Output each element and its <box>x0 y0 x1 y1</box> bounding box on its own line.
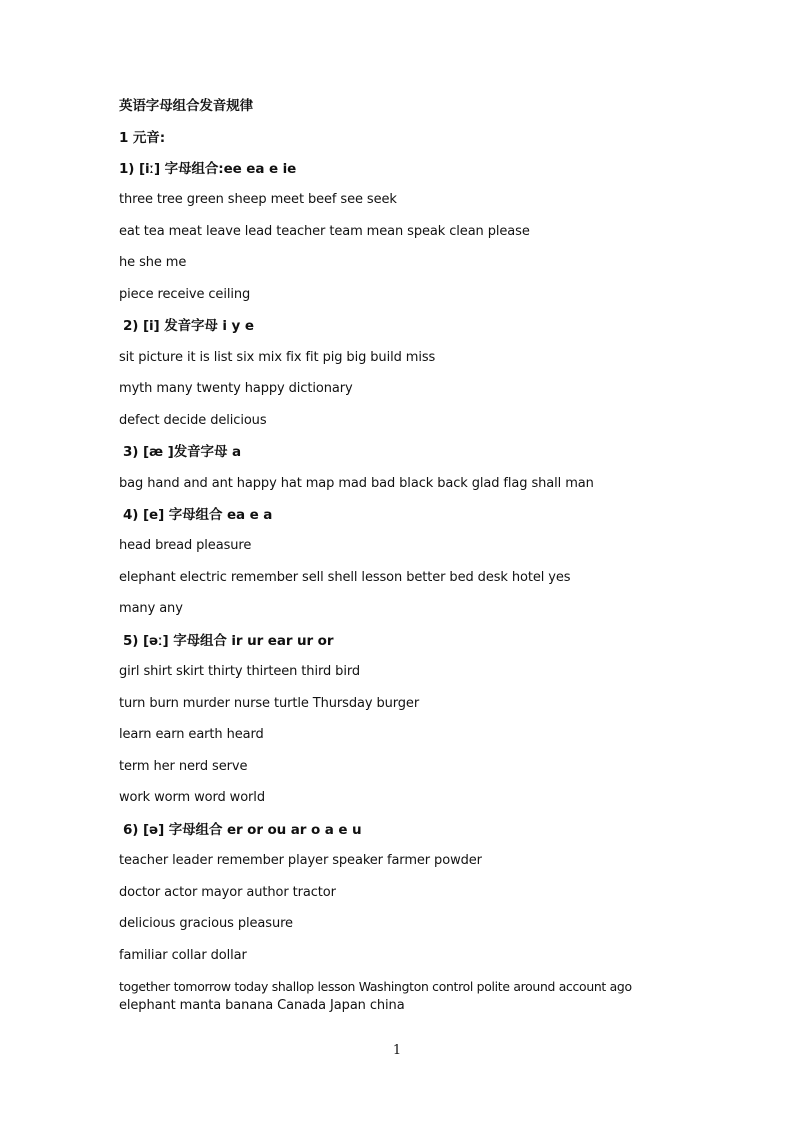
section-heading: 1 元音: <box>119 130 165 146</box>
vowel-heading-4: 4) [e] 字母组合 ea e a <box>123 507 273 523</box>
example-line: work worm word world <box>119 790 265 805</box>
example-line: doctor actor mayor author tractor <box>119 885 336 900</box>
example-line: familiar collar dollar <box>119 948 247 963</box>
page-number: 1 <box>392 1043 402 1058</box>
example-line: myth many twenty happy dictionary <box>119 381 353 396</box>
example-line: three tree green sheep meet beef see seek <box>119 192 397 207</box>
example-line: term her nerd serve <box>119 759 248 774</box>
example-line: elephant electric remember sell shell lesson better bed desk hotel yes <box>119 570 571 585</box>
example-line: head bread pleasure <box>119 538 252 553</box>
vowel-heading-5: 5) [əː] 字母组合 ir ur ear ur or <box>123 633 334 649</box>
vowel-heading-1: 1) [iː] 字母组合:ee ea e ie <box>119 161 297 177</box>
document-title: 英语字母组合发音规律 <box>119 98 253 114</box>
example-line: bag hand and ant happy hat map mad bad black back glad flag shall man <box>119 476 594 491</box>
vowel-heading-3: 3) [æ ]发音字母 a <box>123 444 241 460</box>
example-line: sit picture it is list six mix fix fit pig big build miss <box>119 350 436 365</box>
vowel-heading-6: 6) [ə] 字母组合 er or ou ar o a e u <box>123 822 362 838</box>
example-line: defect decide delicious <box>119 413 267 428</box>
example-line: he she me <box>119 255 187 270</box>
example-line: eat tea meat leave lead teacher team mean speak clean please <box>119 224 530 239</box>
example-line: piece receive ceiling <box>119 287 251 302</box>
example-line: together tomorrow today shallop lesson Washington control polite around account ago <box>119 979 632 994</box>
example-line: turn burn murder nurse turtle Thursday burger <box>119 696 420 711</box>
vowel-heading-2: 2) [i] 发音字母 i y e <box>123 318 254 334</box>
example-line: teacher leader remember player speaker farmer powder <box>119 853 482 868</box>
example-line: many any <box>119 601 183 616</box>
example-line: girl shirt skirt thirty thirteen third bird <box>119 664 360 679</box>
example-line: learn earn earth heard <box>119 727 264 742</box>
example-line: delicious gracious pleasure <box>119 916 293 931</box>
example-line: elephant manta banana Canada Japan china <box>119 998 405 1013</box>
